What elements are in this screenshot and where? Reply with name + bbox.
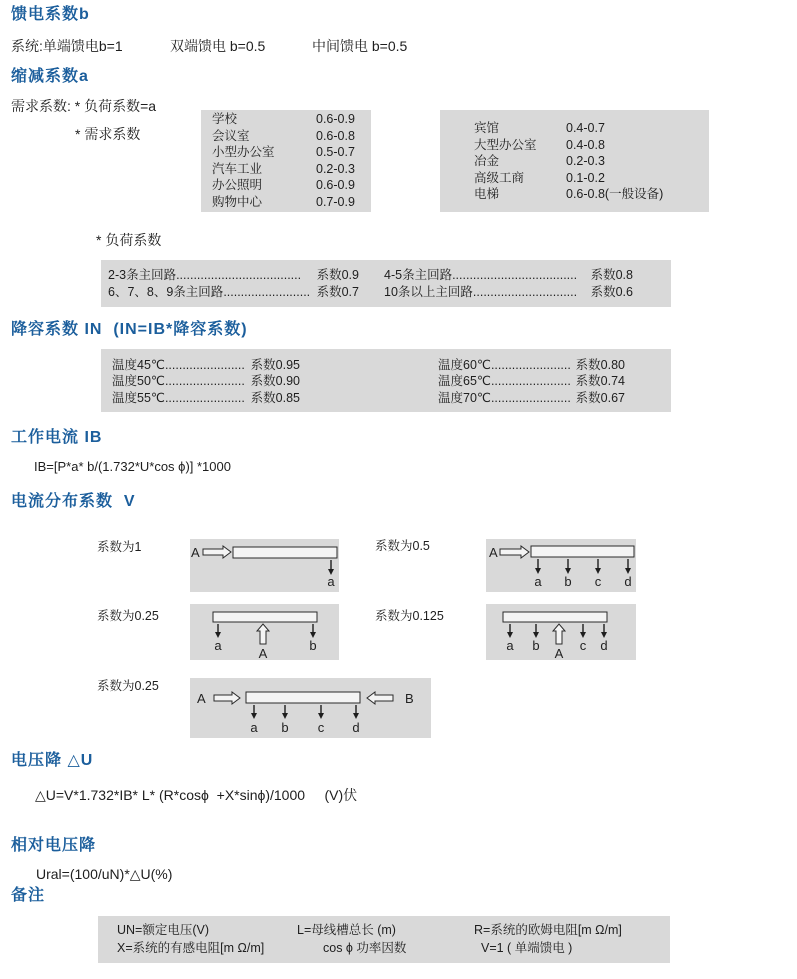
derating-heading: 降容系数 IN (IN=IB*降容系数)	[11, 321, 248, 338]
dot-leader: .......................	[490, 390, 571, 405]
table-row	[101, 357, 671, 374]
load-value: 系数0.8	[590, 267, 633, 282]
tap-label: b	[309, 638, 317, 653]
demand-value: 0.6-0.9	[316, 178, 355, 193]
tap-label: a	[534, 574, 542, 589]
load-label: 4-5条主回路	[384, 267, 453, 282]
diagram-coefficient-0-5	[486, 539, 636, 592]
distribution-heading: 电流分布系数 V	[11, 493, 136, 510]
feed-double-end: 双端馈电 b=0.5	[170, 38, 266, 54]
source-label: B	[405, 691, 414, 706]
demand-value: 0.5-0.7	[316, 145, 355, 160]
demand-value: 0.2-0.3	[566, 154, 605, 169]
dot-leader: ..............................	[472, 284, 578, 299]
diagram-label: 系数为0.25	[97, 679, 159, 693]
demand-value: 0.6-0.8(一般设备)	[566, 187, 664, 202]
diagram-background	[190, 678, 431, 738]
temperature-label: 温度50℃	[112, 374, 165, 388]
derating-cell	[438, 390, 625, 407]
derating-value: 系数0.85	[250, 390, 300, 405]
diagram-label: 系数为0.25	[97, 609, 159, 623]
diagram-coefficient-0-125	[486, 604, 636, 660]
load-label: 10条以上主回路	[384, 284, 473, 299]
demand-row	[201, 111, 371, 128]
busbar	[246, 692, 360, 703]
demand-name: 小型办公室	[212, 145, 275, 160]
tap-label: b	[281, 720, 289, 735]
busbar	[233, 547, 337, 558]
demand-row	[440, 120, 709, 137]
tap-label: d	[352, 720, 360, 735]
tap-label: c	[594, 574, 602, 589]
demand-table-right	[440, 110, 709, 212]
derating-cell	[112, 390, 300, 407]
derating-value: 系数0.74	[575, 374, 625, 388]
load-label: 2-3条主回路	[108, 267, 177, 282]
tap-label: b	[532, 638, 540, 653]
source-label: A	[191, 545, 200, 560]
tap-label: d	[624, 574, 632, 589]
tap-label: a	[506, 638, 514, 653]
note-item: V=1 ( 单端馈电 )	[481, 941, 573, 955]
diagram-label: 系数为0.125	[375, 609, 444, 623]
tap-label: b	[564, 574, 572, 589]
temperature-label: 温度70℃	[438, 390, 491, 405]
notes-heading: 备注	[11, 887, 46, 904]
derating-cell	[438, 373, 625, 390]
source-label: A	[554, 646, 564, 661]
note-item: L=母线槽总长 (m)	[297, 923, 396, 937]
source-label: A	[489, 545, 498, 560]
notes-box	[98, 916, 670, 963]
temperature-label: 温度55℃	[112, 390, 165, 405]
tap-label: c	[579, 638, 587, 653]
derating-cell	[438, 357, 625, 374]
demand-row	[201, 177, 371, 194]
temperature-label: 温度45℃	[112, 357, 165, 372]
demand-row	[201, 144, 371, 161]
load-value: 系数0.6	[590, 284, 633, 299]
demand-table-left	[201, 110, 371, 212]
load-cell	[384, 267, 633, 284]
source-label: A	[197, 691, 206, 706]
demand-name: 会议室	[212, 128, 250, 143]
dot-leader: .........................	[223, 284, 311, 299]
demand-value: 0.2-0.3	[316, 161, 355, 176]
note-item: X=系统的有感电阻[m Ω/m]	[117, 941, 265, 955]
load-cell	[384, 284, 633, 301]
load-value: 系数0.7	[316, 284, 359, 299]
demand-row	[201, 194, 371, 211]
derating-value: 系数0.80	[575, 357, 625, 372]
demand-value: 0.7-0.9	[316, 194, 355, 209]
tap-label: c	[317, 720, 325, 735]
table-row	[101, 284, 671, 301]
demand-value: 0.4-0.8	[566, 137, 605, 152]
working-current-heading: 工作电流 IB	[11, 429, 103, 446]
demand-value: 0.6-0.9	[316, 112, 355, 126]
voltage-drop-heading: 电压降 △U	[11, 752, 94, 769]
dot-leader: .......................	[164, 390, 245, 405]
demand-row	[201, 161, 371, 178]
tap-label: a	[214, 638, 222, 653]
dot-leader: .......................	[164, 374, 245, 388]
note-item: cos ϕ 功率因数	[323, 941, 407, 955]
tap-label: d	[600, 638, 608, 653]
reduction-coefficient-heading: 缩减系数a	[11, 68, 89, 85]
tap-label: a	[327, 574, 335, 589]
table-row	[101, 390, 671, 407]
relative-drop-formula: Ural=(100/uN)*△U(%)	[36, 866, 173, 882]
demand-row	[440, 170, 709, 187]
dot-leader: ....................................	[452, 267, 578, 282]
diagram-label: 系数为1	[97, 540, 142, 554]
demand-coefficient-label: * 需求系数	[75, 126, 141, 142]
working-current-formula: IB=[P*a* b/(1.732*U*cos ϕ)] *1000	[34, 459, 231, 474]
derating-table	[101, 349, 671, 412]
table-row	[101, 373, 671, 390]
busbar	[503, 612, 607, 622]
derating-cell	[112, 357, 300, 374]
diagram-coefficient-0-25	[190, 604, 339, 660]
demand-row	[440, 153, 709, 170]
derating-value: 系数0.67	[575, 390, 625, 405]
reduction-formula: 需求系数: * 负荷系数=a	[11, 98, 157, 114]
demand-name: 电梯	[474, 187, 500, 202]
demand-name: 高级工商	[474, 170, 525, 185]
derating-value: 系数0.95	[250, 357, 300, 372]
demand-name: 学校	[212, 112, 238, 126]
dot-leader: .......................	[164, 357, 245, 372]
demand-name: 购物中心	[212, 194, 263, 209]
derating-cell	[112, 373, 300, 390]
demand-name: 汽车工业	[212, 161, 263, 176]
relative-drop-heading: 相对电压降	[11, 837, 97, 854]
table-row	[101, 267, 671, 284]
busbar	[213, 612, 317, 622]
feed-middle: 中间馈电 b=0.5	[312, 38, 408, 54]
derating-value: 系数0.90	[250, 374, 300, 388]
load-value: 系数0.9	[316, 267, 359, 282]
source-label: A	[258, 646, 268, 661]
load-cell	[108, 267, 359, 284]
busbar	[531, 546, 634, 557]
load-cell	[108, 284, 359, 301]
demand-value: 0.4-0.7	[566, 121, 605, 135]
dot-leader: .......................	[490, 357, 571, 372]
load-label: 6、7、8、9条主回路	[108, 284, 224, 299]
feed-single-end: 系统:单端馈电b=1	[11, 38, 123, 54]
demand-name: 大型办公室	[474, 137, 537, 152]
dot-leader: ....................................	[176, 267, 302, 282]
dot-leader: .......................	[490, 374, 571, 388]
tap-label: a	[250, 720, 258, 735]
load-coefficient-label: * 负荷系数	[96, 232, 162, 248]
demand-name: 宾馆	[474, 121, 500, 135]
diagram-coefficient-0-25-dual	[190, 678, 431, 738]
feed-coefficient-heading: 馈电系数b	[11, 6, 90, 23]
demand-value: 0.1-0.2	[566, 170, 605, 185]
demand-row	[201, 128, 371, 145]
note-item: UN=额定电压(V)	[117, 923, 210, 937]
demand-value: 0.6-0.8	[316, 128, 355, 143]
demand-row	[440, 186, 709, 203]
diagram-coefficient-1	[190, 539, 339, 592]
temperature-label: 温度65℃	[438, 374, 491, 388]
diagram-label: 系数为0.5	[375, 539, 430, 553]
note-item: R=系统的欧姆电阻[m Ω/m]	[474, 923, 622, 937]
voltage-drop-formula: △U=V*1.732*IB* L* (R*cosϕ +X*sinϕ)/1000 (V)伏	[35, 787, 358, 803]
load-coefficient-table	[101, 260, 671, 307]
demand-name: 冶金	[474, 154, 500, 169]
demand-name: 办公照明	[212, 178, 263, 193]
temperature-label: 温度60℃	[438, 357, 491, 372]
demand-row	[440, 137, 709, 154]
